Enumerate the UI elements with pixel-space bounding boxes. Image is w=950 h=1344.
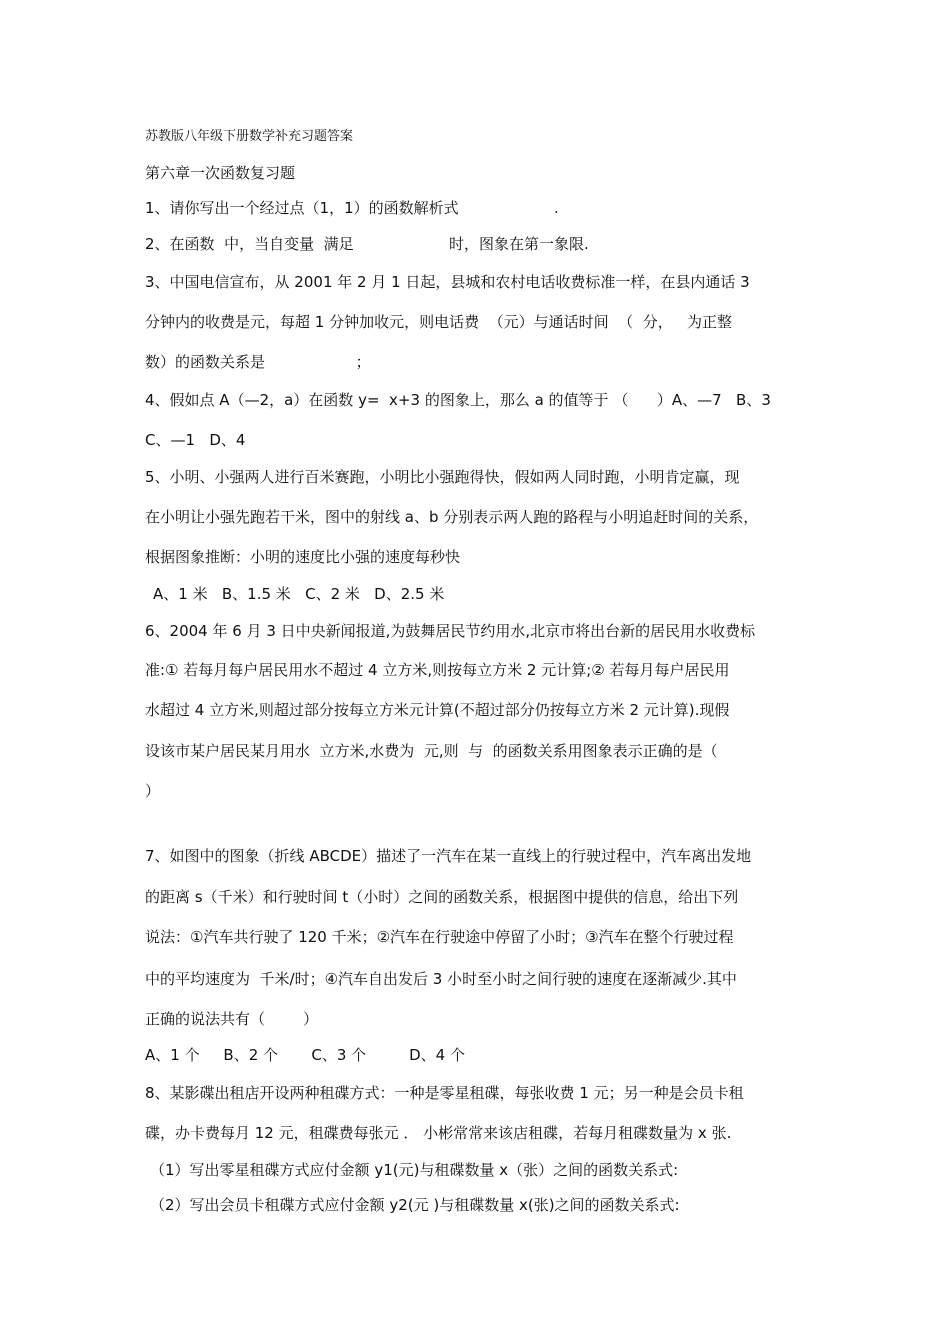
question-7-line-5: 正确的说法共有（ ） xyxy=(145,1010,319,1028)
question-4-line-1: 4、假如点 A（—2，a）在函数 y= x+3 的图象上，那么 a 的值等于 （ ）A、—7 B、3 xyxy=(145,391,771,409)
document-title: 苏教版八年级下册数学补充习题答案 xyxy=(145,129,354,144)
question-6-line-4: 设该市某户居民某月用水 立方米,水费为 元,则 与 的函数关系用图象表示正确的是（ xyxy=(145,742,718,760)
question-3-line-1: 3、中国电信宣布，从 2001 年 2 月 1 日起，县城和农村电话收费标准一样，在县内通话 3 xyxy=(145,273,750,291)
question-5-options: A、1 米 B、1.5 米 C、2 米 D、2.5 米 xyxy=(153,585,445,603)
question-8-line-2: 碟，办卡费每月 12 元，租碟费每张元 ． 小彬常常来该店租碟，若每月租碟数量为 x 张. xyxy=(145,1124,732,1142)
question-6-line-3: 水超过 4 立方米,则超过部分按每立方米元计算(不超过部分仍按每立方米 2 元计算).现假 xyxy=(145,701,730,719)
question-7-line-2: 的距离 s（千米）和行驶时间 t（小时）之间的函数关系，根据图中提供的信息，给出下列 xyxy=(145,888,739,906)
question-3-line-2: 分钟内的收费是元，每超 1 分钟加收元，则电话费 （元）与通话时间 （ 分， 为正整 xyxy=(145,313,732,331)
question-4-line-2: C、—1 D、4 xyxy=(145,431,246,449)
question-8-part-2: （2）写出会员卡租碟方式应付金额 y2(元 )与租碟数量 x(张)之间的函数关系式: xyxy=(150,1196,680,1214)
question-8-part-1: （1）写出零星租碟方式应付金额 y1(元)与租碟数量 x（张）之间的函数关系式: xyxy=(150,1161,679,1179)
question-6-line-1: 6、2004 年 6 月 3 日中央新闻报道,为鼓舞居民节约用水,北京市将出台新的居民用水收费标 xyxy=(145,622,756,640)
question-3-line-3: 数）的函数关系是 ； xyxy=(145,353,371,371)
question-7-options: A、1 个 B、2 个 C、3 个 D、4 个 xyxy=(145,1046,465,1064)
question-5-line-1: 5、小明、小强两人进行百米赛跑，小明比小强跑得快，假如两人同时跑，小明肯定赢，现 xyxy=(145,468,740,486)
question-2: 2、在函数 中，当自变量 满足 时，图象在第一象限. xyxy=(145,235,589,253)
question-7-line-1: 7、如图中的图象（折线 ABCDE）描述了一汽车在某一直线上的行驶过程中，汽车离出发地 xyxy=(145,847,752,865)
question-5-line-2: 在小明让小强先跑若干米，图中的射线 a、b 分别表示两人跑的路程与小明追赶时间的关系， xyxy=(145,508,759,526)
question-1: 1、请你写出一个经过点（1，1）的函数解析式 . xyxy=(145,199,559,217)
question-8-line-1: 8、某影碟出租店开设两种租碟方式：一种是零星租碟，每张收费 1 元；另一种是会员卡租 xyxy=(145,1084,744,1102)
question-6-line-2: 准:① 若每月每户居民用水不超过 4 立方米,则按每立方米 2 元计算;② 若每月每户居民用 xyxy=(145,661,730,679)
question-5-line-3: 根据图象推断：小明的速度比小强的速度每秒快 xyxy=(145,548,461,566)
question-7-line-3: 说法：①汽车共行驶了 120 千米；②汽车在行驶途中停留了小时；③汽车在整个行驶过程 xyxy=(145,928,734,946)
chapter-heading: 第六章一次函数复习题 xyxy=(145,164,296,182)
question-6-line-5: ） xyxy=(145,782,161,800)
question-7-line-4: 中的平均速度为 千米/时；④汽车自出发后 3 小时至小时之间行驶的速度在逐渐减少.其中 xyxy=(145,970,737,988)
